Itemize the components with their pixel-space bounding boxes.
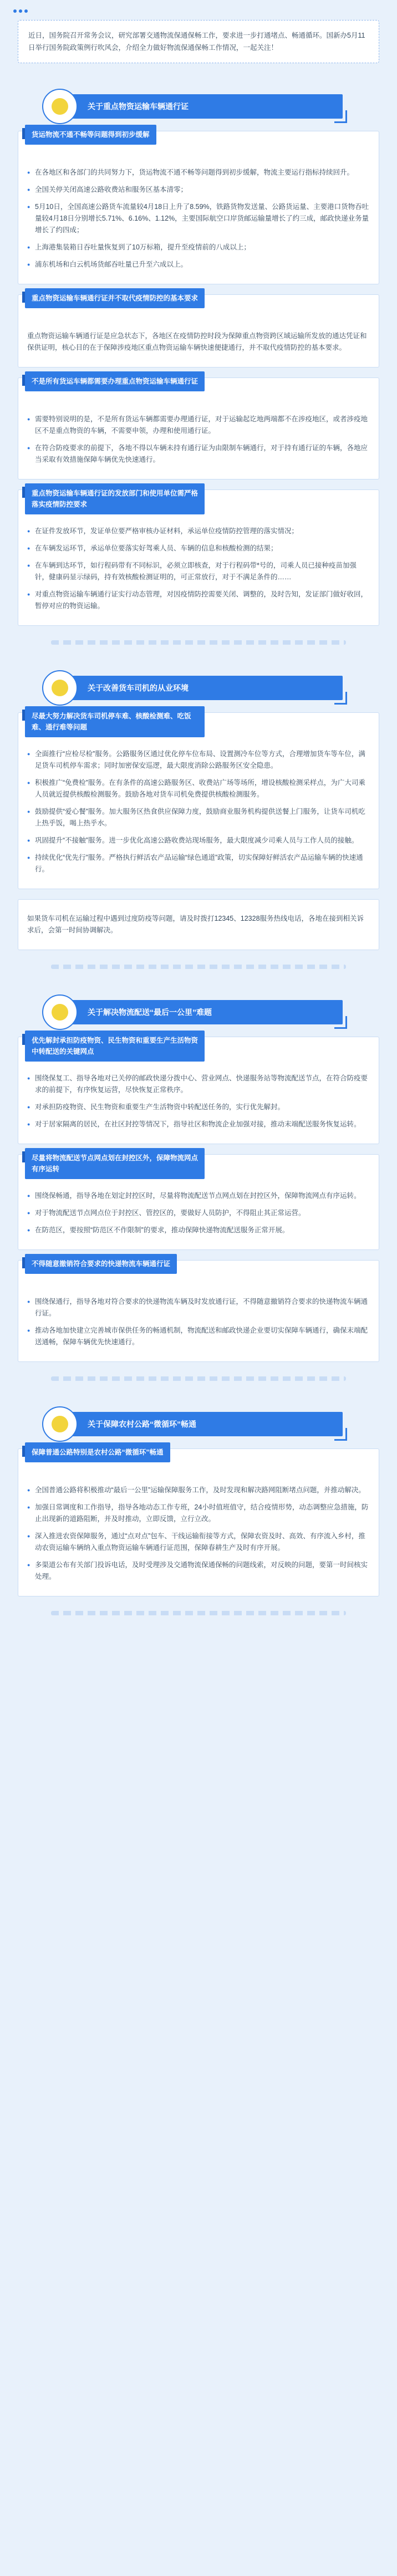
card-title: 重点物资运输车辆通行证的发放部门和使用单位需严格落实疫情防控要求 — [25, 483, 205, 514]
header-dots-decoration — [13, 6, 35, 13]
card-title: 尽量将物流配送节点网点划在封控区外，保障物流网点有序运转 — [25, 1148, 205, 1179]
card-title: 尽最大努力解决货车司机停车难、核酸检测难、吃饭难、通行难等问题 — [25, 706, 205, 737]
content-card — [18, 489, 379, 626]
section-heading — [54, 676, 343, 700]
section-corner-decoration — [334, 1016, 347, 1029]
card-paragraph: ● 5月10日，全国高速公路货车流量较4月18日上升了8.59%，铁路货物发送量、公路货运量、主要港口货物吞吐量较4月18日分别增长5.71%、6.16%、1.12%，主要国际航空口岸货邮运输量增长了约三成，邮政快递业务量增长了约四成； — [27, 201, 370, 236]
card-paragraph: ● 围绕保通行，指导各地对符合要求的快递物流车辆及时发放通行证，不得随意撤销符合要求的快递物流车辆通行证。 — [27, 1296, 370, 1319]
card-paragraph: ● 围绕保复工、指导各地对已关停的邮政快递分拨中心、营业网点、快递服务站等物流配送节点，在符合防疫要求的前提下，有序恢复运营，尽快恢复正常秩序。 — [27, 1073, 370, 1096]
content-card — [18, 1154, 379, 1250]
section-divider-stripes — [51, 640, 346, 645]
card-paragraph: ● 在证件发放环节，发证单位要严格审核办证材料，承运单位疫情防控管理的落实情况； — [27, 526, 370, 537]
section-heading — [54, 94, 343, 119]
card-paragraph: ● 浦东机场和白云机场货邮吞吐量已升至六成以上。 — [27, 259, 370, 271]
card-paragraph: ● 对重点物资运输车辆通行证实行动态管理，对因疫情防控需要关闭、调整的，及时告知，发证部门做好收回，暂停对应的物资运输。 — [27, 589, 370, 612]
content-card — [18, 712, 379, 889]
card-paragraph: ● 对于物流配送节点网点位于封控区、管控区的，要做好人员防护，不得阻止其正常运营。 — [27, 1207, 370, 1219]
card-paragraph: ● 多渠道公布有关部门投诉电话，及时受理涉及交通物流保通保畅的问题线索，对反映的问题，要第一时间核实处理。 — [27, 1559, 370, 1583]
card-paragraph: 如果货车司机在运输过程中遇到过度防疫等问题，请及时拨打12345、12328服务热线电话，各地在接到相关诉求后，会第一时间协调解决。 — [27, 915, 364, 934]
section-divider-stripes — [51, 1376, 346, 1381]
content-card — [18, 1448, 379, 1596]
section-marker-icon — [42, 670, 78, 706]
card-paragraph: ● 在车辆发运环节，承运单位要落实好驾乘人员、车辆的信息和核酸检测的结果； — [27, 543, 370, 554]
content-card — [18, 899, 379, 950]
section-heading — [54, 1412, 343, 1436]
intro-paragraph: 近日，国务院召开常务会议，研究部署交通物流保通保畅工作，要求进一步打通堵点、畅通循环。国新办5月11日举行国务院政策例行吹风会，介绍全力做好物流保通保畅工作情况，一起关注！ — [18, 20, 379, 63]
card-paragraph: ● 积极推广“免费检”服务。在有条件的高速公路服务区、收费站广场等场所，增设核酸检测采样点，为广大司乘人员就近提供核酸检测服务。鼓励各地对货车司机免费提供核酸检测服务。 — [27, 777, 370, 800]
article-content — [18, 94, 379, 1615]
card-paragraph: ● 对承担防疫物资、民生物资和重要生产生活物资中转配送任务的，实行优先解封。 — [27, 1101, 370, 1113]
card-paragraph: ● 推动各地加快建立完善城市保供任务的畅通机制，物流配送和邮政快递企业要切实保障车辆通行，确保末端配送通畅，保障车辆优先快速通行。 — [27, 1325, 370, 1348]
section-heading-text: 关于改善货车司机的从业环境 — [88, 683, 189, 692]
card-title: 货运物流不通不畅等问题得到初步缓解 — [25, 125, 156, 145]
section-heading — [54, 1000, 343, 1024]
card-title: 优先解封承担防疫物资、民生物资和重要生产生活物资中转配送的关键网点 — [25, 1031, 205, 1062]
content-card — [18, 1037, 379, 1144]
section-divider-stripes — [51, 965, 346, 969]
content-card — [18, 378, 379, 480]
section-corner-decoration — [334, 1428, 347, 1441]
section-corner-decoration — [334, 692, 347, 705]
section-marker-icon — [42, 994, 78, 1030]
card-paragraph: ● 全面推行“应检尽检”服务。公路服务区通过优化停车位布局、设置测冷车位等方式，合理增加货车等车位，满足货车司机停车需求；同时加密保安巡逻，最大限度消除公路服务区安全隐患。 — [27, 748, 370, 772]
card-paragraph: ● 在符合防疫要求的前提下，各地不得以车辆未持有通行证为由限制车辆通行，对于持有通行证的车辆，各地应当采取有效措施保障车辆优先快速通行。 — [27, 442, 370, 466]
content-card — [18, 1260, 379, 1362]
card-title: 重点物资运输车辆通行证并不取代疫情防控的基本要求 — [25, 288, 205, 308]
card-paragraph: 重点物资运输车辆通行证是应急状态下，各地区在疫情防控时段为保障重点物资跨区域运输所发放的通达凭证和保供证明，核心目的在于保障涉疫地区重点物资运输车辆快速便捷通行，并不取代疫情防控的基本要求。 — [27, 332, 367, 351]
section-marker-icon — [42, 89, 78, 124]
card-title: 不是所有货运车辆都需要办理重点物资运输车辆通行证 — [25, 371, 205, 391]
section-heading-text: 关于解决物流配送“最后一公里”难题 — [88, 1008, 212, 1017]
content-card — [18, 131, 379, 284]
card-title: 不得随意撤销符合要求的快递物流车辆通行证 — [25, 1254, 177, 1274]
card-paragraph: ● 围绕保畅通，指导各地在划定封控区时，尽量将物流配送节点网点划在封控区外，保障物流网点有序运转。 — [27, 1190, 370, 1202]
card-paragraph: ● 对于居家隔离的居民，在社区封控等情况下，指导社区和物流企业加强对接，推动末端配送服务恢复运转。 — [27, 1119, 370, 1130]
card-paragraph: ● 全国关停关闭高速公路收费站和服务区基本清零； — [27, 184, 370, 196]
card-paragraph: ● 持续优化“优先行”服务。严格执行鲜活农产品运输“绿色通道”政策，切实保障好鲜活农产品运输车辆的快速通行。 — [27, 852, 370, 875]
section-corner-decoration — [334, 110, 347, 123]
section-heading-text: 关于保障农村公路“微循环”畅通 — [88, 1420, 196, 1429]
card-paragraph: ● 加强日常调度和工作指导，指导各地动态工作专班，24小时值班值守，结合疫情形势，动态调整应急措施，防止出现新的道路阻断，并及时推动，立即反馈，立行立改。 — [27, 1502, 370, 1525]
content-card — [18, 294, 379, 368]
card-paragraph: ● 全国普通公路将积极推动“最后一公里”运输保障服务工作，及时发现和解决路网阻断堵点问题，并推动解决。 — [27, 1485, 370, 1496]
card-paragraph: ● 巩固提升“不接触”服务。进一步优化高速公路收费站现场服务，最大限度减少司乘人员与工作人员的接触。 — [27, 835, 370, 846]
card-paragraph: ● 上海港集装箱日吞吐量恢复到了10万标箱，提升至疫情前的八成以上； — [27, 242, 370, 253]
section-marker-icon — [42, 1406, 78, 1442]
section-heading-text: 关于重点物资运输车辆通行证 — [88, 102, 189, 111]
card-paragraph: ● 需要特别说明的是，不是所有货运车辆都需要办理通行证，对于运输起讫地两端都不在涉疫地区，或者涉疫地区不是重点物资的车辆，不需要申领，办理和使用通行证。 — [27, 414, 370, 437]
card-paragraph: ● 鼓励提供“爱心餐”服务。加大服务区热食供应保障力度，鼓励商业服务机构提供送餐上门服务，让货车司机吃上热乎饭，喝上热乎水。 — [27, 806, 370, 829]
section-divider-stripes — [51, 1611, 346, 1615]
card-paragraph: ● 在各地区和各部门的共同努力下，货运物流不通不畅等问题得到初步缓解，物流主要运行指标持续回升。 — [27, 167, 370, 178]
card-paragraph: ● 在车辆到达环节，如行程码带有不同标识，必须立即核查，对于行程码带*号的，司乘人员已接种疫苗加强针，健康码显示绿码，持有效核酸检测证明的，可正常放行，对于不满足条件的…… — [27, 560, 370, 583]
card-paragraph: ● 深入推进农资保障服务，通过“点对点”包车、干线运输衔接等方式，保障农资及时、高效、有序流入乡村，推动农资运输车辆纳入重点物资运输车辆通行证范围，保障春耕生产及时有序开展。 — [27, 1531, 370, 1554]
card-paragraph: ● 在防范区，要按照“防范区不作限制”的要求，推动保障快递物流配送服务正常开展。 — [27, 1225, 370, 1236]
card-title: 保障普通公路特别是农村公路“微循环”畅通 — [25, 1442, 170, 1462]
